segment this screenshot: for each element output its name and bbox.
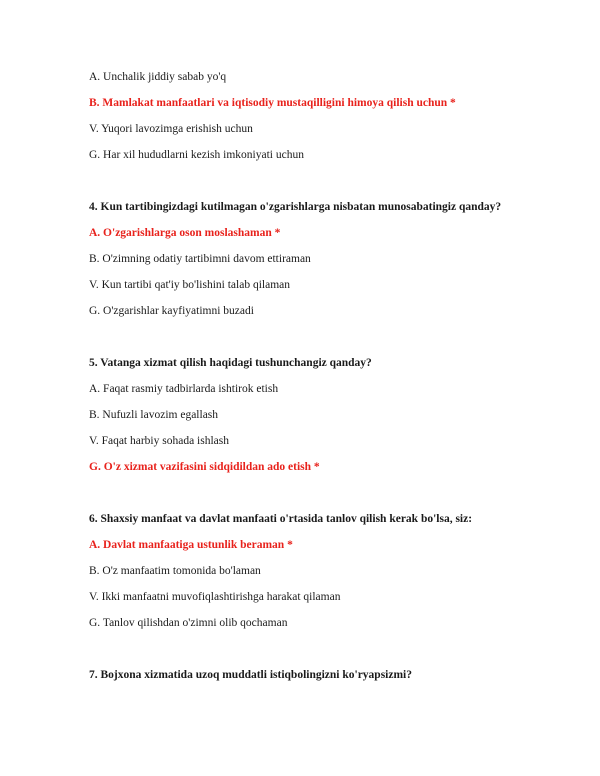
option-6a-correct: A. Davlat manfaatiga ustunlik beraman * [89, 539, 293, 551]
option-5a: A. Faqat rasmiy tadbirlarda ishtirok etish [89, 383, 279, 395]
option-5v: V. Faqat harbiy sohada ishlash [89, 435, 230, 447]
option-3g: G. Har xil hududlarni kezish imkoniyati uchun [89, 149, 304, 161]
question-7: 7. Bojxona xizmatida uzoq muddatli istiqbolingizni ko'ryapsizmi? [89, 669, 413, 681]
option-3v: V. Yuqori lavozimga erishish uchun [89, 123, 253, 135]
option-3a: A. Unchalik jiddiy sabab yo'q [89, 71, 227, 83]
question-5: 5. Vatanga xizmat qilish haqidagi tushunchangiz qanday? [89, 357, 372, 369]
option-4v: V. Kun tartibi qat'iy bo'lishini talab qilaman [89, 279, 291, 291]
question-4: 4. Kun tartibingizdagi kutilmagan o'zgarishlarga nisbatan munosabatingiz qanday? [89, 201, 502, 213]
option-4g: G. O'zgarishlar kayfiyatimni buzadi [89, 305, 254, 317]
option-4b: B. O'zimning odatiy tartibimni davom ettiraman [89, 253, 311, 265]
option-5g-correct: G. O'z xizmat vazifasini sidqidildan ado etish * [89, 461, 320, 473]
option-6v: V. Ikki manfaatni muvofiqlashtirishga harakat qilaman [89, 591, 341, 603]
option-6g: G. Tanlov qilishdan o'zimni olib qochaman [89, 617, 288, 629]
option-3b-correct: B. Mamlakat manfaatlari va iqtisodiy mustaqilligini himoya qilish uchun * [89, 97, 456, 109]
option-4a-correct: A. O'zgarishlarga oson moslashaman * [89, 227, 281, 239]
option-6b: B. O'z manfaatim tomonida bo'laman [89, 565, 261, 577]
question-6: 6. Shaxsiy manfaat va davlat manfaati o'rtasida tanlov qilish kerak bo'lsa, siz: [89, 513, 473, 525]
option-5b: B. Nufuzli lavozim egallash [89, 409, 219, 421]
